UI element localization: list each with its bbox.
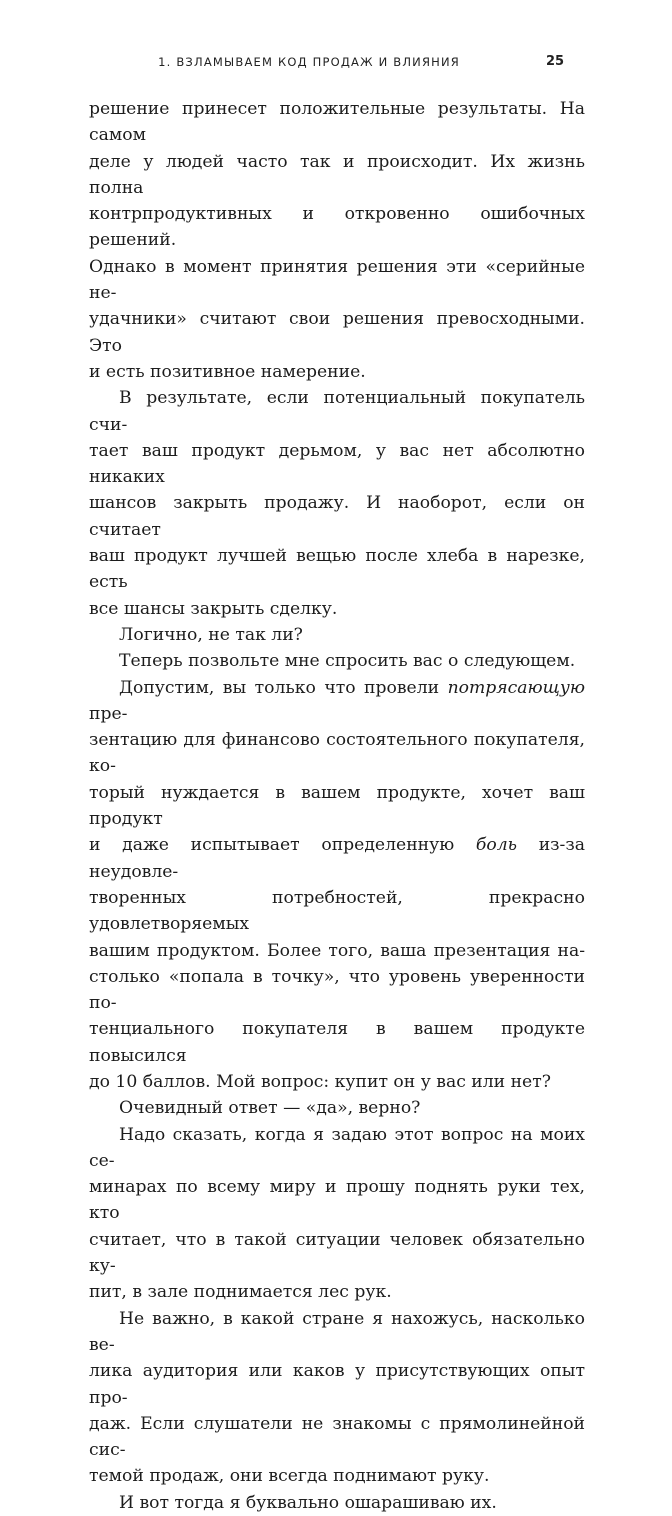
text-line: все шансы закрыть сделку. xyxy=(89,598,338,619)
text-line: удачники» считают свои решения превосходными. Это xyxy=(89,309,585,356)
text-line xyxy=(89,832,585,885)
text-line: пит, в зале поднимается лес рук. xyxy=(89,1282,392,1303)
text-line: В результате, если потенциальный покупатель счи- xyxy=(89,388,585,435)
body-text xyxy=(89,96,585,1516)
paragraph-7 xyxy=(89,1122,585,1306)
page-header xyxy=(0,52,672,76)
text-line: и есть позитивное намерение. xyxy=(89,361,366,382)
text-line: тает ваш продукт дерьмом, у вас нет абсолютно никаких xyxy=(89,440,585,488)
text-line: торый нуждается в вашем продукте, хочет ваш продукт xyxy=(89,782,585,830)
emphasis-text: потрясающую xyxy=(447,677,585,698)
text-line: творенных потребностей, прекрасно удовлетворяемых xyxy=(89,887,585,935)
text-line: Надо сказать, когда я задаю этот вопрос на моих се- xyxy=(89,1124,585,1171)
text-line: деле у людей часто так и происходит. Их жизнь полна xyxy=(89,151,585,198)
text-run: пре- xyxy=(89,703,128,724)
text-line: решение принесет положительные результаты. На самом xyxy=(89,99,585,146)
text-line: считает, что в такой ситуации человек обязательно ку- xyxy=(89,1229,585,1277)
text-line: темой продаж, они всегда поднимают руку. xyxy=(89,1466,490,1487)
text-line: зентацию для финансово состоятельного покупателя, ко- xyxy=(89,730,585,777)
text-line: контрпродуктивных и откровенно ошибочных решений. xyxy=(89,204,585,251)
paragraph-4: Теперь позвольте мне спросить вас о следующем. xyxy=(119,651,576,672)
emphasis-text: боль xyxy=(475,835,518,856)
text-line xyxy=(89,675,585,728)
paragraph-2 xyxy=(89,385,585,622)
paragraph-5 xyxy=(89,675,585,1096)
running-head: 1. ВЗЛАМЫВАЕМ КОД ПРОДАЖ И ВЛИЯНИЯ xyxy=(158,55,460,69)
text-line: даж. Если слушатели не знакомы с прямолинейной сис- xyxy=(89,1413,585,1461)
text-line: лика аудитория или каков у присутствующих опыт про- xyxy=(89,1361,585,1408)
page-number: 25 xyxy=(546,54,565,69)
text-line: минарах по всему миру и прошу поднять руки тех, кто xyxy=(89,1177,585,1224)
paragraph-6: Очевидный ответ — «да», верно? xyxy=(119,1098,421,1119)
text-line: тенциального покупателя в вашем продукте повысился xyxy=(89,1019,585,1066)
text-run: из-за неудовле- xyxy=(89,835,585,882)
text-run: и даже испытывает определенную xyxy=(89,835,476,856)
text-run: Допустим, вы только что провели xyxy=(119,677,448,698)
text-line: шансов закрыть продажу. И наоборот, если он считает xyxy=(89,493,585,540)
text-line: Не важно, в какой стране я нахожусь, насколько ве- xyxy=(89,1308,585,1355)
text-line: вашим продуктом. Более того, ваша презентация на- xyxy=(89,940,585,961)
text-line: до 10 баллов. Мой вопрос: купит он у вас или нет? xyxy=(89,1071,551,1092)
paragraph-9: И вот тогда я буквально ошарашиваю их. xyxy=(119,1492,497,1513)
text-line: Однако в момент принятия решения эти «серийные не- xyxy=(89,256,585,304)
paragraph-1 xyxy=(89,96,585,385)
paragraph-3: Логично, не так ли? xyxy=(119,624,303,645)
paragraph-8 xyxy=(89,1306,585,1490)
text-line: ваш продукт лучшей вещью после хлеба в нарезке, есть xyxy=(89,546,585,593)
text-line: столько «попала в точку», что уровень уверенности по- xyxy=(89,966,585,1014)
